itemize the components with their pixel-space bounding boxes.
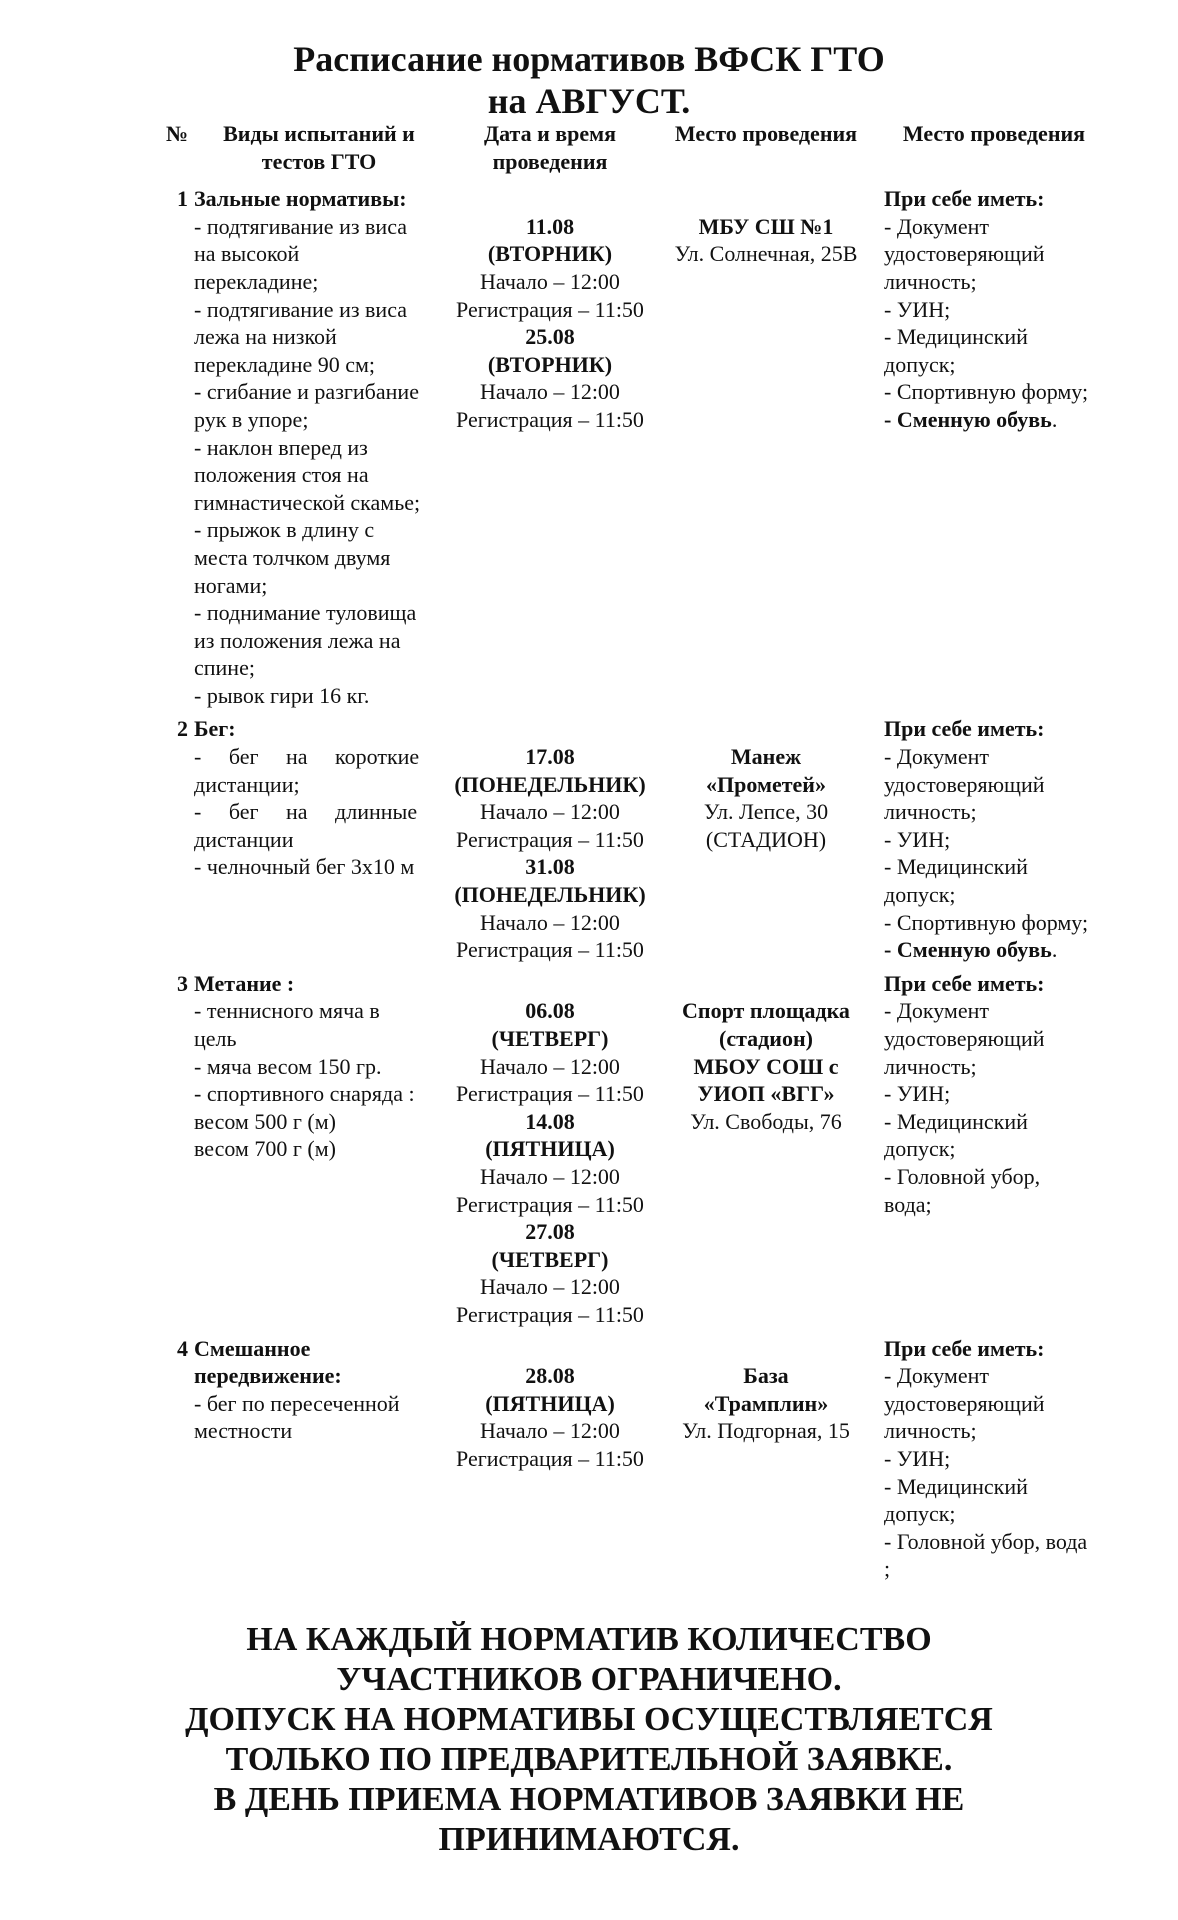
- requirement-item: - Документ: [884, 213, 989, 239]
- requirement-item: удостоверяющий: [884, 1390, 1045, 1416]
- venue-name: (стадион): [719, 1026, 813, 1051]
- venue-address: Ул. Солнечная, 25В: [674, 241, 858, 267]
- requirements-heading: При себе иметь:: [884, 186, 1045, 212]
- requirement-item: удостоверяющий: [884, 1026, 1045, 1051]
- test-item: дистанции;: [194, 771, 300, 797]
- test-item: весом 700 г (м): [194, 1136, 336, 1162]
- requirement-item: - Документ: [884, 744, 989, 770]
- requirements-cell: [876, 715, 1112, 969]
- notice-line: В ДЕНЬ ПРИЕМА НОРМАТИВОВ ЗАЯВКИ НЕ: [213, 1781, 965, 1818]
- row-number: 3: [177, 970, 188, 996]
- requirement-bold-tail: .: [1051, 937, 1058, 963]
- column-header-date-line-2: проведения: [492, 148, 608, 174]
- event-date: 25.08: [525, 324, 575, 350]
- test-cell: [194, 970, 444, 1335]
- event-date: 27.08: [525, 1219, 575, 1245]
- event-weekday: (ПОНЕДЕЛЬНИК): [454, 771, 646, 797]
- table-row: [166, 1335, 1112, 1589]
- venue-name: Спорт площадка: [682, 998, 850, 1024]
- table-header-row: [166, 120, 1112, 175]
- test-item: на высокой: [194, 241, 300, 267]
- venue-address: Ул. Лепсе, 30: [703, 799, 829, 825]
- test-name: Метание :: [194, 970, 295, 996]
- test-item: - прыжок в длину с: [194, 517, 375, 543]
- place-cell: [656, 715, 876, 969]
- test-cell: [194, 1335, 444, 1589]
- venue-note: (СТАДИОН): [705, 826, 827, 852]
- row-number: 4: [177, 1335, 188, 1361]
- event-registration-time: Регистрация – 11:50: [456, 1191, 644, 1217]
- requirement-item: - Спортивную форму;: [884, 909, 1089, 935]
- test-item: рук в упоре;: [194, 406, 309, 432]
- notice-line: ТОЛЬКО ПО ПРЕДВАРИТЕЛЬНОЙ ЗАЯВКЕ.: [225, 1741, 953, 1778]
- requirements-heading: При себе иметь:: [884, 716, 1045, 742]
- notice-line: НА КАЖДЫЙ НОРМАТИВ КОЛИЧЕСТВО: [246, 1621, 932, 1658]
- test-item: места толчком двумя: [194, 544, 391, 570]
- test-item: - подтягивание из виса: [194, 296, 407, 322]
- test-item: - рывок гири 16 кг.: [194, 682, 370, 708]
- test-name: Бег:: [194, 716, 236, 742]
- test-item: цель: [194, 1026, 237, 1051]
- column-header-place-2: Место проведения: [902, 121, 1086, 146]
- requirement-item: удостоверяющий: [884, 771, 1045, 797]
- event-date: 28.08: [525, 1363, 575, 1389]
- requirement-item: допуск;: [884, 351, 956, 377]
- event-start-time: Начало – 12:00: [480, 1163, 620, 1189]
- test-item: гимнастической скамье;: [194, 489, 421, 515]
- venue-name: МБУ СШ №1: [698, 213, 834, 239]
- requirements-cell: [876, 1335, 1112, 1589]
- column-header-date-line-1: Дата и время: [483, 121, 617, 146]
- place-cell: [656, 1335, 876, 1589]
- test-item: лежа на низкой: [194, 324, 337, 350]
- requirement-item: - УИН;: [884, 1081, 951, 1107]
- event-start-time: Начало – 12:00: [480, 1274, 620, 1300]
- place-cell: [656, 185, 876, 715]
- venue-name: База: [743, 1363, 789, 1389]
- column-header-place: Место проведения: [674, 121, 858, 146]
- requirement-item: допуск;: [884, 1136, 956, 1162]
- requirement-item: личность;: [884, 1053, 977, 1079]
- requirement-item: - Медицинский: [884, 324, 1028, 350]
- event-registration-time: Регистрация – 11:50: [456, 826, 644, 852]
- requirement-item: - УИН;: [884, 826, 951, 852]
- requirement-item: - УИН;: [884, 1445, 951, 1471]
- requirement-item: удостоверяющий: [884, 241, 1045, 267]
- row-number: 1: [177, 186, 188, 212]
- event-weekday: (ВТОРНИК): [487, 241, 613, 267]
- event-weekday: (ВТОРНИК): [487, 351, 613, 377]
- date-cell: [444, 1335, 656, 1589]
- requirement-item: [884, 406, 1112, 434]
- title-line-1: Расписание нормативов ВФСК ГТО: [293, 39, 885, 79]
- event-start-time: Начало – 12:00: [480, 1418, 620, 1444]
- test-name: Зальные нормативы:: [194, 186, 407, 212]
- column-header-tests: [194, 120, 444, 175]
- event-date: 06.08: [525, 998, 575, 1024]
- event-registration-time: Регистрация – 11:50: [456, 406, 644, 432]
- event-start-time: Начало – 12:00: [480, 268, 620, 294]
- requirement-item: вода;: [884, 1191, 932, 1217]
- event-weekday: (ЧЕТВЕРГ): [491, 1246, 609, 1272]
- requirement-item: - Спортивную форму;: [884, 379, 1089, 405]
- requirements-heading: При себе иметь:: [884, 1335, 1045, 1361]
- test-item: - бег на короткие: [194, 744, 420, 770]
- requirement-item: личность;: [884, 268, 977, 294]
- event-start-time: Начало – 12:00: [480, 379, 620, 405]
- test-item: перекладине 90 см;: [194, 351, 376, 377]
- requirement-item: [884, 936, 1112, 964]
- requirement-item: допуск;: [884, 882, 956, 908]
- event-start-time: Начало – 12:00: [480, 909, 620, 935]
- venue-name: «Трамплин»: [703, 1390, 829, 1416]
- test-item: весом 500 г (м): [194, 1108, 336, 1134]
- test-item: - бег на длинные: [194, 799, 418, 825]
- requirement-item: личность;: [884, 799, 977, 825]
- test-item: - бег по пересеченной: [194, 1390, 400, 1416]
- requirements-cell: [876, 970, 1112, 1335]
- event-weekday: (ПОНЕДЕЛЬНИК): [454, 882, 646, 908]
- requirement-bold-text: - Сменную обувь: [884, 937, 1052, 963]
- notice-line: ПРИНИМАЮТСЯ.: [438, 1821, 740, 1858]
- event-registration-time: Регистрация – 11:50: [456, 296, 644, 322]
- notice-line: УЧАСТНИКОВ ОГРАНИЧЕНО.: [336, 1661, 842, 1698]
- test-cell: [194, 185, 444, 715]
- event-weekday: (ЧЕТВЕРГ): [491, 1026, 609, 1051]
- event-date: 17.08: [525, 744, 575, 770]
- venue-name: УИОП «ВГГ»: [697, 1081, 835, 1107]
- notice-line: ДОПУСК НА НОРМАТИВЫ ОСУЩЕСТВЛЯЕТСЯ: [185, 1701, 993, 1738]
- venue-name: МБОУ СОШ с: [693, 1053, 839, 1079]
- test-name: Смешанное: [194, 1335, 311, 1361]
- row-number: 2: [177, 716, 188, 742]
- requirement-item: - Документ: [884, 998, 989, 1024]
- test-item: из положения лежа на: [194, 627, 401, 653]
- requirements-cell: [876, 185, 1112, 715]
- place-cell: [656, 970, 876, 1335]
- event-registration-time: Регистрация – 11:50: [456, 937, 644, 963]
- event-weekday: (ПЯТНИЦА): [485, 1390, 615, 1416]
- page-title: [0, 38, 1178, 122]
- requirement-bold-text: - Сменную обувь: [884, 406, 1052, 432]
- test-item: - спортивного снаряда :: [194, 1081, 415, 1107]
- test-name: передвижение:: [194, 1363, 342, 1389]
- event-date: 11.08: [525, 213, 575, 239]
- date-cell: [444, 185, 656, 715]
- test-item: положения стоя на: [194, 462, 369, 488]
- event-date: 14.08: [525, 1108, 575, 1134]
- venue-address: Ул. Свободы, 76: [690, 1108, 842, 1134]
- event-registration-time: Регистрация – 11:50: [456, 1301, 644, 1327]
- column-header-tests-line-1: Виды испытаний и: [223, 121, 415, 146]
- date-cell: [444, 715, 656, 969]
- column-header-date: [444, 120, 656, 175]
- table-row: [166, 185, 1112, 715]
- event-start-time: Начало – 12:00: [480, 1053, 620, 1079]
- title-line-2: на АВГУСТ.: [487, 81, 691, 121]
- requirement-bold-tail: .: [1051, 406, 1058, 432]
- schedule-table: [166, 120, 1112, 1589]
- venue-name: «Прометей»: [706, 771, 826, 797]
- test-item: - теннисного мяча в: [194, 998, 380, 1024]
- test-item: спине;: [194, 655, 255, 681]
- test-item: - подтягивание из виса: [194, 213, 407, 239]
- test-item: - поднимание туловища: [194, 600, 417, 626]
- column-header-number: №: [166, 121, 189, 146]
- test-item: - сгибание и разгибание: [194, 379, 419, 405]
- requirement-item: - Головной убор,: [884, 1163, 1041, 1189]
- date-cell: [444, 970, 656, 1335]
- venue-address: Ул. Подгорная, 15: [682, 1418, 850, 1444]
- test-cell: [194, 715, 444, 969]
- requirement-item: - Медицинский: [884, 1473, 1028, 1499]
- requirement-item: допуск;: [884, 1501, 956, 1527]
- requirement-item: личность;: [884, 1418, 977, 1444]
- test-item: дистанции: [194, 826, 294, 852]
- notice-block: [0, 1620, 1178, 1860]
- requirement-item: - Медицинский: [884, 854, 1028, 880]
- requirement-item: - УИН;: [884, 296, 951, 322]
- requirement-item: - Документ: [884, 1363, 989, 1389]
- test-item: - мяча весом 150 гр.: [194, 1053, 382, 1079]
- requirement-item: ;: [884, 1556, 891, 1582]
- event-date: 31.08: [525, 854, 575, 880]
- test-item: - челночный бег 3х10 м: [194, 854, 415, 880]
- test-item: местности: [194, 1418, 293, 1444]
- event-start-time: Начало – 12:00: [480, 799, 620, 825]
- requirement-item: - Медицинский: [884, 1108, 1028, 1134]
- requirements-heading: При себе иметь:: [884, 970, 1045, 996]
- table-row: [166, 715, 1112, 969]
- test-item: перекладине;: [194, 268, 319, 294]
- test-item: ногами;: [194, 572, 268, 598]
- venue-name: Манеж: [730, 744, 802, 770]
- event-weekday: (ПЯТНИЦА): [485, 1136, 615, 1162]
- test-item: - наклон вперед из: [194, 434, 368, 460]
- event-registration-time: Регистрация – 11:50: [456, 1445, 644, 1471]
- requirement-item: - Головной убор, вода: [884, 1528, 1088, 1554]
- event-registration-time: Регистрация – 11:50: [456, 1081, 644, 1107]
- table-row: [166, 970, 1112, 1335]
- column-header-tests-line-2: тестов ГТО: [261, 148, 377, 174]
